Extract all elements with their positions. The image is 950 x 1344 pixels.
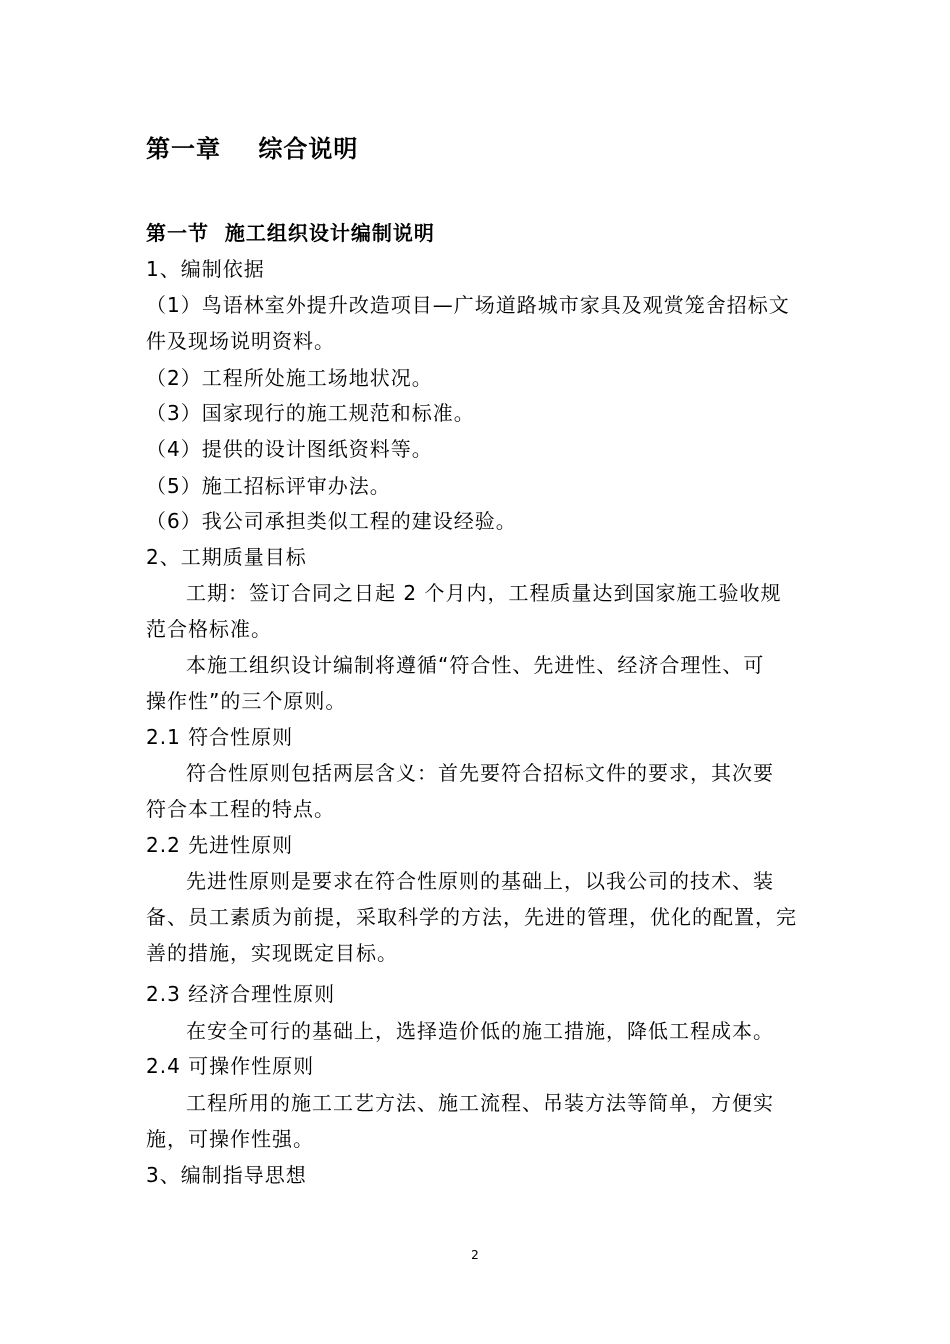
paragraph-advanced-end: 善的措施，实现既定目标。 — [146, 941, 398, 965]
paragraph-schedule: 工期：签订合同之日起 2 个月内，工程质量达到国家施工验收规 — [186, 581, 782, 605]
paragraph-operability-cont: 施，可操作性强。 — [146, 1127, 314, 1151]
heading-conformity: 2.1 符合性原则 — [146, 725, 294, 749]
page-number: 2 — [471, 1248, 479, 1262]
paragraph-principles: 本施工组织设计编制将遵循“符合性、先进性、经济合理性、可 — [186, 653, 765, 677]
heading-advanced: 2.2 先进性原则 — [146, 833, 294, 857]
heading-basis: 1、编制依据 — [146, 257, 265, 281]
paragraph-economic: 在安全可行的基础上，选择造价低的施工措施，降低工程成本。 — [186, 1019, 774, 1043]
list-item-6: （6）我公司承担类似工程的建设经验。 — [146, 509, 517, 533]
paragraph-advanced: 先进性原则是要求在符合性原则的基础上，以我公司的技术、装 — [186, 869, 774, 893]
paragraph-conformity: 符合性原则包括两层含义：首先要符合招标文件的要求，其次要 — [186, 761, 774, 785]
heading-economic: 2.3 经济合理性原则 — [146, 982, 336, 1006]
list-item-2: （2）工程所处施工场地状况。 — [146, 366, 433, 390]
paragraph-conformity-cont: 符合本工程的特点。 — [146, 797, 335, 821]
paragraph-principles-cont: 操作性”的三个原则。 — [146, 689, 347, 713]
section-title: 第一节 施工组织设计编制说明 — [146, 221, 435, 245]
chapter-title: 第一章 综合说明 — [146, 135, 359, 163]
heading-operability: 2.4 可操作性原则 — [146, 1054, 315, 1078]
paragraph-operability: 工程所用的施工工艺方法、施工流程、吊装方法等简单，方便实 — [186, 1091, 774, 1115]
paragraph-schedule-cont: 范合格标准。 — [146, 617, 272, 641]
heading-guiding-idea: 3、编制指导思想 — [146, 1163, 307, 1187]
list-item-5: （5）施工招标评审办法。 — [146, 474, 391, 498]
heading-schedule-quality: 2、工期质量目标 — [146, 545, 307, 569]
list-item-1-cont: 件及现场说明资料。 — [146, 329, 335, 353]
list-item-4: （4）提供的设计图纸资料等。 — [146, 437, 433, 461]
list-item-3: （3）国家现行的施工规范和标准。 — [146, 401, 475, 425]
paragraph-advanced-cont: 备、员工素质为前提，采取科学的方法，先进的管理，优化的配置，完 — [146, 905, 797, 929]
list-item-1: （1）鸟语林室外提升改造项目—广场道路城市家具及观赏笼舍招标文 — [146, 293, 790, 317]
